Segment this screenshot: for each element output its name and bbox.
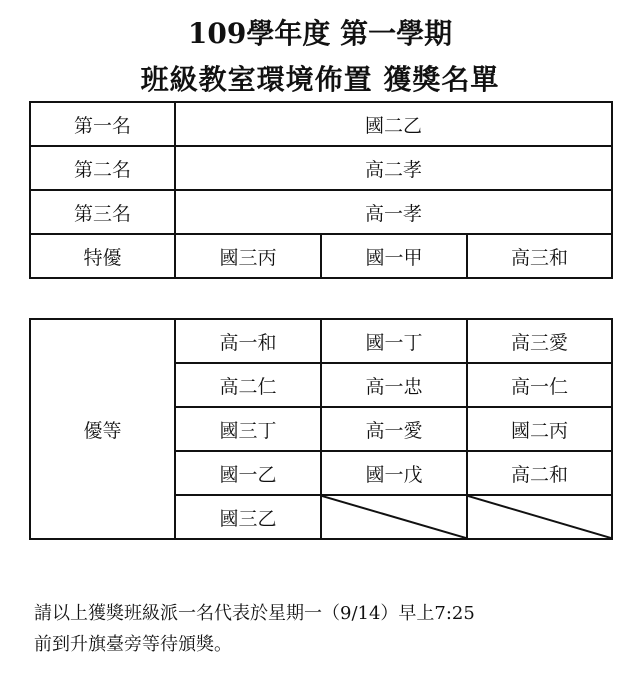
- merit-winner: 國一乙: [175, 451, 321, 495]
- diagonal-line-icon: [322, 496, 466, 538]
- merit-awards-table: [29, 318, 613, 540]
- title-line-2: 班級教室環境佈置 獲獎名單: [140, 63, 500, 96]
- rank-label: 第三名: [30, 190, 175, 234]
- first-place-winner: 國二乙: [175, 102, 612, 146]
- award-notice: [34, 598, 475, 660]
- merit-label: 優等: [30, 319, 175, 539]
- merit-winner: 高二和: [467, 451, 612, 495]
- special-winner: 國一甲: [321, 234, 467, 278]
- top-awards-table: [29, 101, 613, 279]
- merit-winner: 國一戊: [321, 451, 467, 495]
- merit-winner: 國三丁: [175, 407, 321, 451]
- notice-line-1: 請以上獲獎班級派一名代表於星期一（9/14）早上7:25: [34, 603, 475, 624]
- rank-label: 特優: [30, 234, 175, 278]
- merit-winner: 國一丁: [321, 319, 467, 363]
- table-row: [30, 319, 612, 363]
- merit-winner: 高一和: [175, 319, 321, 363]
- rank-label: 第一名: [30, 102, 175, 146]
- merit-winner: 高一仁: [467, 363, 612, 407]
- merit-winner: 國三乙: [175, 495, 321, 539]
- merit-winner: 高二仁: [175, 363, 321, 407]
- merit-winner: 高一愛: [321, 407, 467, 451]
- table-row: [30, 234, 612, 278]
- table-row: [30, 146, 612, 190]
- merit-winner: 高一忠: [321, 363, 467, 407]
- merit-winner: 國二丙: [467, 407, 612, 451]
- special-winner: 高三和: [467, 234, 612, 278]
- title-line-1: 109學年度 第一學期: [187, 17, 453, 50]
- table-row: [30, 102, 612, 146]
- diagonal-line-icon: [468, 496, 611, 538]
- third-place-winner: 高一孝: [175, 190, 612, 234]
- empty-cell-diagonal: [321, 495, 467, 539]
- notice-line-2: 前到升旗臺旁等待頒獎。: [34, 634, 232, 655]
- special-winner: 國三丙: [175, 234, 321, 278]
- second-place-winner: 高二孝: [175, 146, 612, 190]
- merit-winner: 高三愛: [467, 319, 612, 363]
- table-row: [30, 190, 612, 234]
- rank-label: 第二名: [30, 146, 175, 190]
- empty-cell-diagonal: [467, 495, 612, 539]
